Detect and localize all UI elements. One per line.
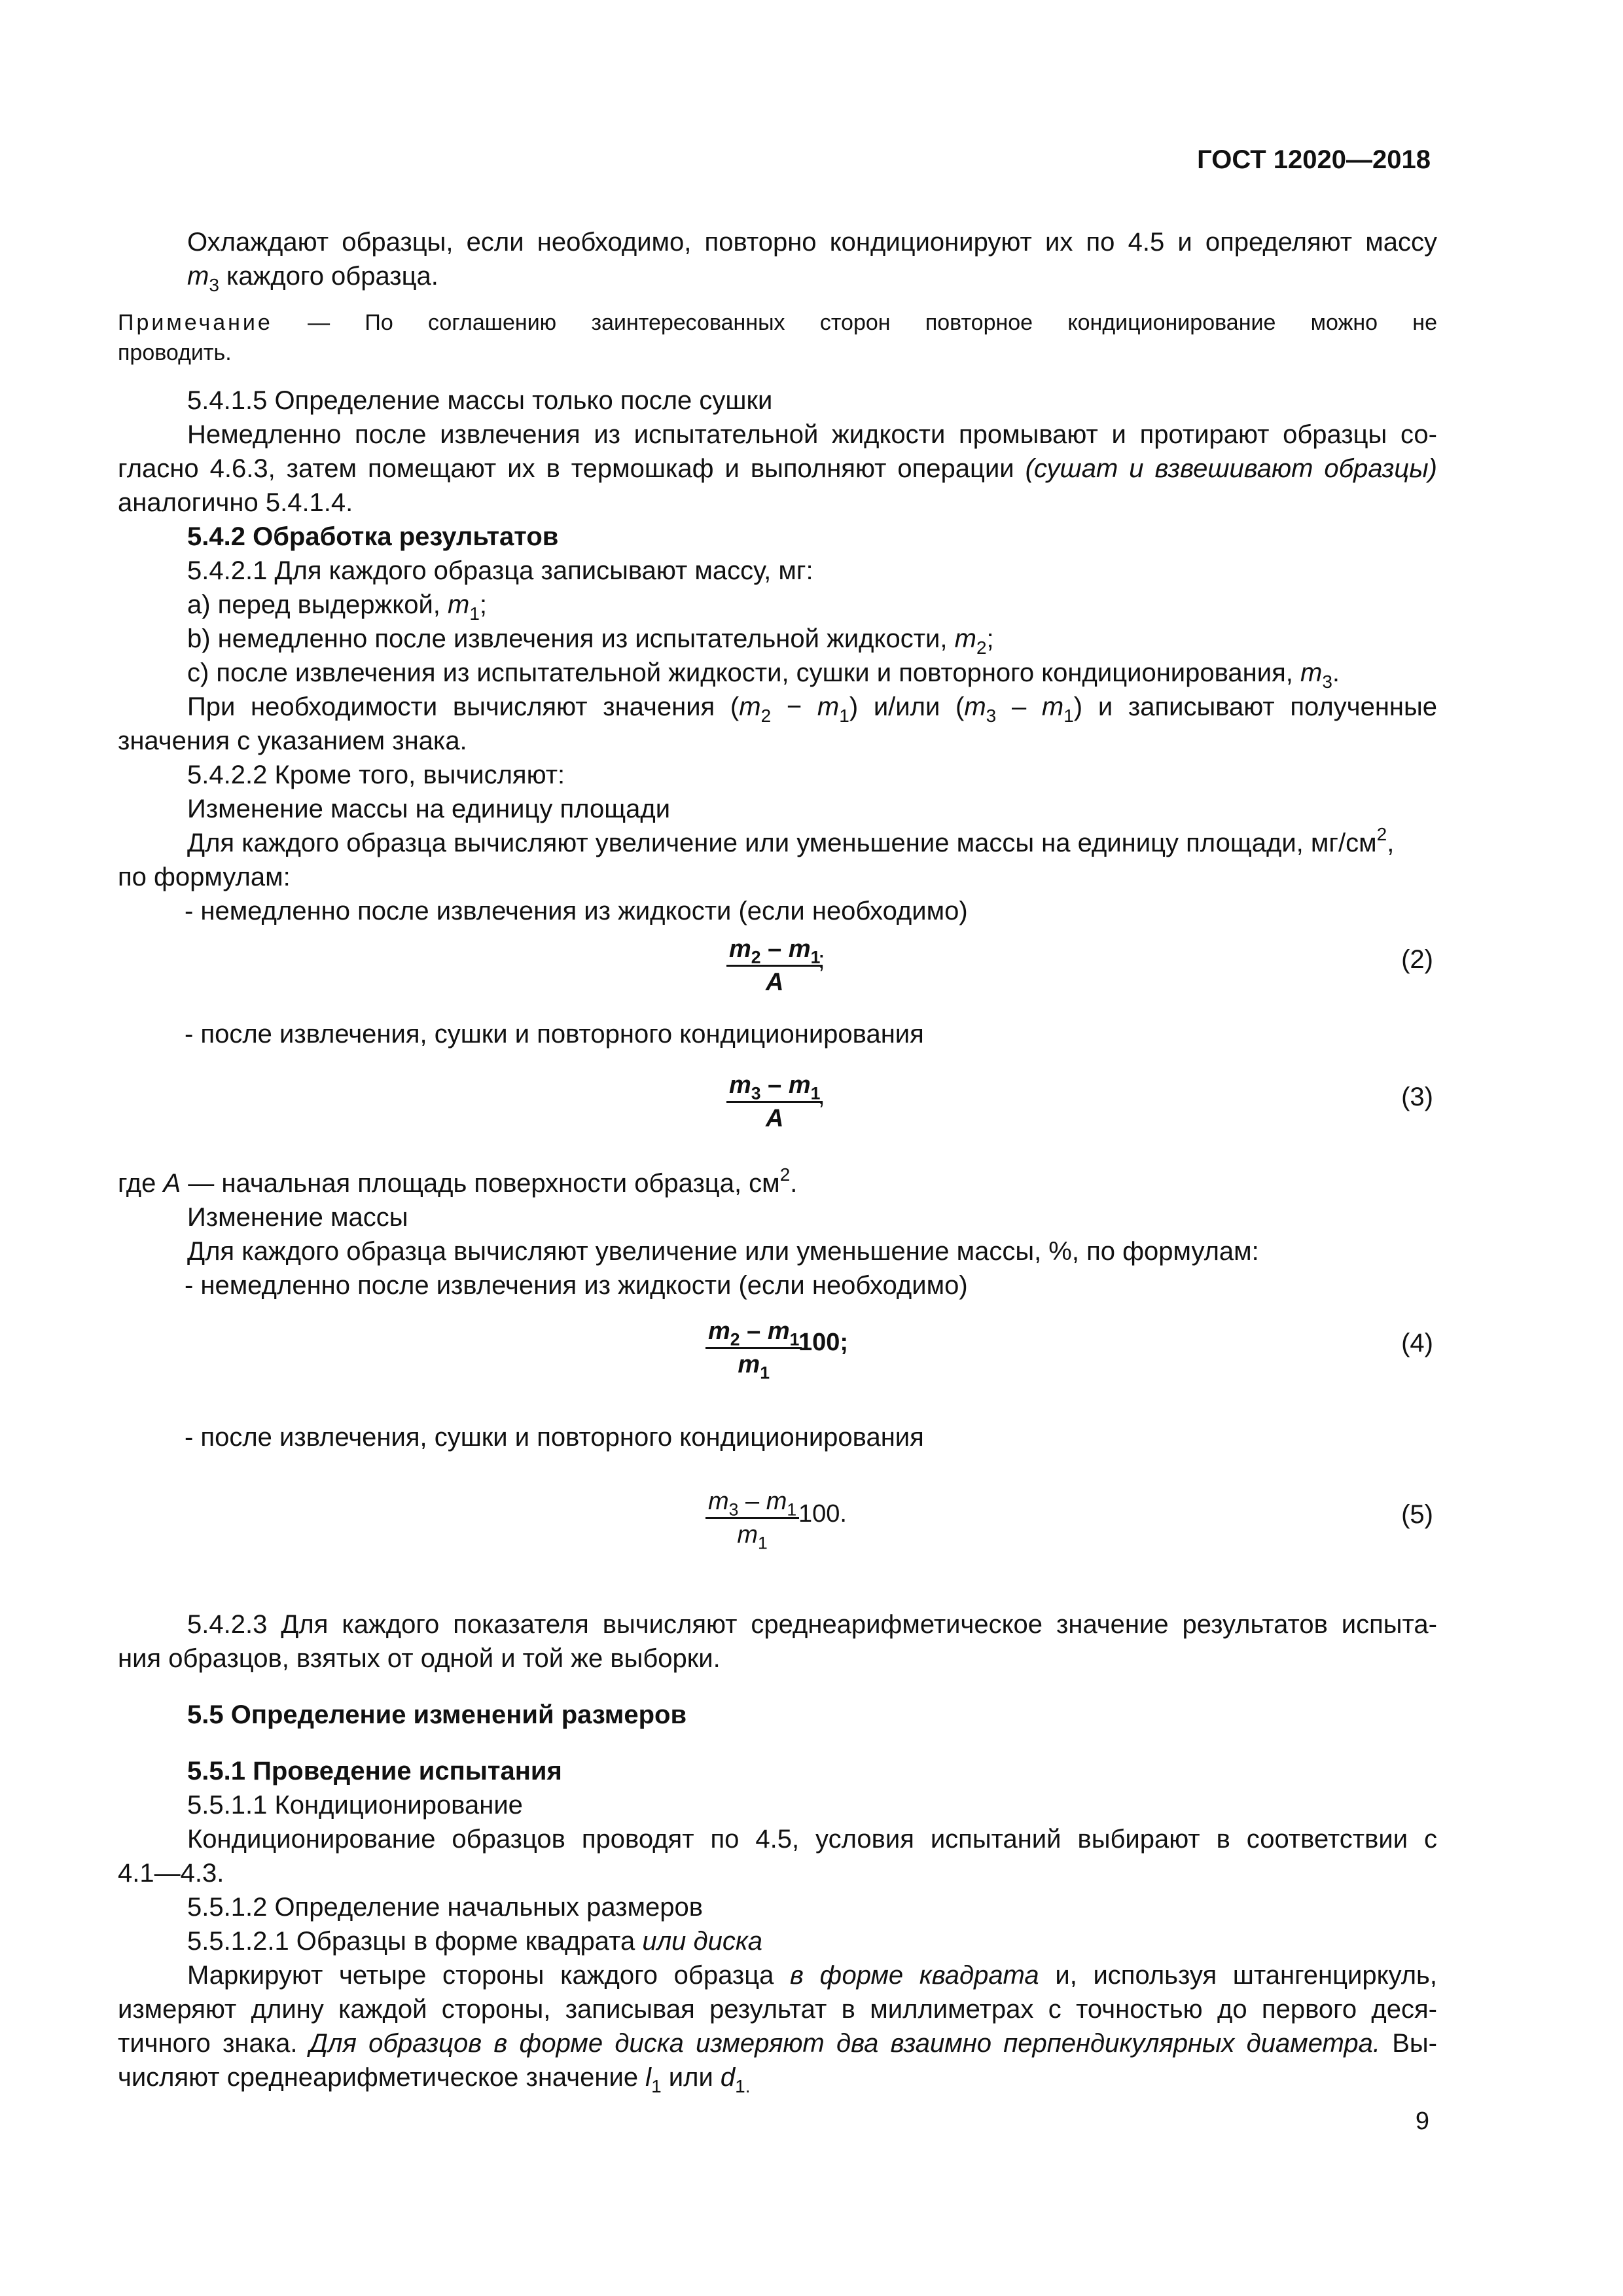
- variable: l: [645, 2063, 652, 2092]
- subscript: 2: [760, 705, 772, 726]
- paragraph-line: 5.4.2.2 Кроме того, вычисляют:: [187, 761, 565, 789]
- subscript: 3: [728, 1499, 739, 1520]
- paragraph-line: значения с указанием знака.: [118, 726, 467, 755]
- paragraph-line: Немедленно после извлечения из испытательной жидкости промывают и протирают образцы со-: [187, 420, 1437, 449]
- variable: m: [187, 262, 209, 291]
- text: .: [790, 1169, 798, 1198]
- list-item-b: [187, 622, 1437, 656]
- subscript: 3: [751, 1083, 761, 1103]
- paragraph-line: [187, 690, 1437, 724]
- text: a) перед выдержкой,: [187, 590, 448, 619]
- equation-number: (3): [1401, 1083, 1433, 1111]
- text: ) и/или (: [849, 692, 965, 721]
- dash-item: - после извлечения, сушки и повторного кондиционирования: [185, 1423, 924, 1452]
- text: ;: [986, 624, 994, 653]
- text: ) и записывают полученные: [1073, 692, 1438, 721]
- subscript: 1: [839, 705, 849, 726]
- variable: m: [766, 1488, 787, 1515]
- paragraph-line: 5.5.1.2 Определение начальных размеров: [187, 1893, 704, 1922]
- variable: m: [708, 1488, 729, 1515]
- text: числяют среднеарифметическое значение: [118, 2063, 646, 2092]
- subscript: 1: [1063, 705, 1074, 726]
- text: –: [760, 935, 789, 963]
- formula-5: [705, 1487, 799, 1553]
- paragraph-line: Охлаждают образцы, если необходимо, повторно кондиционируют их по 4.5 и определяют массу: [187, 228, 1437, 257]
- paragraph-line: по формулам:: [118, 863, 291, 891]
- text: –: [740, 1318, 768, 1345]
- subscript: 2: [976, 637, 987, 658]
- variable: m: [817, 692, 840, 721]
- variable: m: [1300, 658, 1323, 687]
- formula-coefficient: 100.: [798, 1500, 847, 1528]
- paragraph-line: [118, 452, 1437, 486]
- dash-item: - немедленно после извлечения из жидкости (если необходимо): [185, 897, 968, 925]
- variable: m: [738, 1351, 760, 1378]
- equation-number: (4): [1401, 1329, 1433, 1357]
- text: Вы-: [1380, 2029, 1438, 2058]
- subscript: 1: [789, 1329, 800, 1350]
- note-label: Примечание: [118, 310, 273, 335]
- paragraph-line: [118, 1166, 1437, 1200]
- denominator: [738, 1349, 770, 1383]
- formula-coefficient: 100;: [798, 1329, 849, 1356]
- paragraph-line: 5.4.2.1 Для каждого образца записывают массу, мг:: [187, 556, 813, 585]
- text: каждого образца.: [219, 262, 438, 291]
- text: –: [760, 1071, 789, 1099]
- denominator: [737, 1519, 768, 1553]
- paragraph-line: Кондиционирование образцов проводят по 4.5, условия испытаний выбирают в соответствии с: [187, 1825, 1437, 1854]
- variable: m: [1041, 692, 1064, 721]
- variable: А: [163, 1169, 181, 1198]
- formula-3: [726, 1071, 823, 1133]
- formula-punct: ,: [818, 1083, 825, 1110]
- numerator: [705, 1487, 799, 1519]
- paragraph-line: [187, 1958, 1437, 1992]
- variable: A: [765, 969, 784, 996]
- subscript: 3: [209, 274, 219, 295]
- variable: m: [788, 1071, 811, 1099]
- subscript: 2: [730, 1329, 740, 1350]
- paragraph-line: [187, 259, 1437, 293]
- dash-item: - немедленно после извлечения из жидкости (если необходимо): [185, 1271, 968, 1300]
- text: 5.5.1.2.1 Образцы в форме квадрата: [187, 1927, 643, 1956]
- italic-text: в форме квадрата: [790, 1961, 1039, 1990]
- denominator: [766, 967, 783, 997]
- text: b) немедленно после извлечения из испытательной жидкости,: [187, 624, 955, 653]
- section-5-4-2-title: 5.4.2 Обработка результатов: [187, 522, 559, 551]
- variable: m: [737, 1521, 758, 1549]
- subscript: 1: [469, 603, 480, 624]
- list-item-a: [187, 588, 1437, 622]
- text: –: [996, 692, 1042, 721]
- equation-number: (5): [1401, 1500, 1433, 1529]
- superscript: 2: [779, 1164, 791, 1185]
- paragraph-line: [118, 2026, 1437, 2060]
- formula-punct: ;: [818, 946, 825, 974]
- note-line: проводить.: [118, 340, 232, 365]
- note-text: — По соглашению заинтересованных сторон повторное кондиционирование можно не: [272, 310, 1437, 335]
- subheading: Изменение массы на единицу площади: [187, 795, 671, 823]
- paragraph-line: [187, 826, 1437, 860]
- variable: m: [964, 692, 986, 721]
- subscript: 3: [1322, 671, 1332, 692]
- text: и, используя штангенциркуль,: [1039, 1961, 1437, 1990]
- paragraph-line: измеряют длину каждой стороны, записывая результат в миллиметрах с точностью до первого деся-: [118, 1995, 1437, 2024]
- text: — начальная площадь поверхности образца, см: [181, 1169, 780, 1198]
- section-5-5-title: 5.5 Определение изменений размеров: [187, 1700, 687, 1729]
- formula-2: [726, 935, 823, 997]
- text: где: [118, 1169, 164, 1198]
- subscript: 1: [651, 2075, 662, 2096]
- italic-text: или диска: [642, 1927, 762, 1956]
- text: гласно 4.6.3, затем помещают их в термошкаф и выполняют операции: [118, 454, 1026, 483]
- variable: m: [708, 1318, 730, 1345]
- variable: m: [788, 935, 811, 963]
- paragraph-line: Для каждого образца вычисляют увеличение или уменьшение массы, %, по формулам:: [187, 1237, 1259, 1266]
- text: –: [738, 1488, 766, 1515]
- paragraph-line: 5.5.1.1 Кондиционирование: [187, 1791, 523, 1820]
- variable: A: [765, 1105, 784, 1132]
- paragraph-line: [187, 1924, 1437, 1958]
- subscript: 1: [758, 1533, 768, 1553]
- variable: m: [954, 624, 976, 653]
- section-5-5-1-title: 5.5.1 Проведение испытания: [187, 1757, 562, 1785]
- text: или: [661, 2063, 721, 2092]
- numerator: [726, 935, 823, 967]
- denominator: [766, 1103, 783, 1133]
- note-line: [118, 308, 1437, 338]
- subscript: 1: [810, 1083, 821, 1103]
- text: c) после извлечения из испытательной жидкости, сушки и повторного кондиционирования,: [187, 658, 1300, 687]
- page-number: 9: [1415, 2108, 1429, 2135]
- italic-text: Для образцов в форме диска измеряют два взаимно перпендикулярных диаметра.: [309, 2029, 1380, 2058]
- subscript: 1.: [735, 2075, 751, 2096]
- variable: m: [729, 1071, 751, 1099]
- variable: m: [739, 692, 761, 721]
- numerator: [705, 1317, 802, 1349]
- text: −: [771, 692, 817, 721]
- subscript: 3: [986, 705, 997, 726]
- subscript: 1: [810, 947, 821, 967]
- text: Для каждого образца вычисляют увеличение или уменьшение массы на единицу площади, мг/см: [187, 829, 1377, 857]
- paragraph-line: аналогично 5.4.1.4.: [118, 488, 353, 517]
- subscript: 1: [760, 1363, 770, 1383]
- variable: d: [720, 2063, 736, 2092]
- dash-item: - после извлечения, сушки и повторного кондиционирования: [185, 1020, 924, 1049]
- text: .: [1332, 658, 1340, 687]
- text: тичного знака.: [118, 2029, 310, 2058]
- subscript: 2: [751, 947, 761, 967]
- text: Маркируют четыре стороны каждого образца: [187, 1961, 791, 1990]
- list-item-c: [187, 656, 1437, 690]
- superscript: 2: [1376, 824, 1387, 845]
- equation-number: (2): [1401, 945, 1433, 974]
- standard-header: ГОСТ 12020—2018: [1197, 145, 1431, 174]
- text: ;: [479, 590, 488, 619]
- paragraph-line: 4.1—4.3.: [118, 1859, 224, 1888]
- variable: m: [767, 1318, 790, 1345]
- numerator: [726, 1071, 823, 1103]
- paragraph-line: ния образцов, взятых от одной и той же выборки.: [118, 1644, 721, 1673]
- paragraph-line: [118, 2060, 1437, 2094]
- text: При необходимости вычисляют значения (: [187, 692, 740, 721]
- italic-text: (сушат и взвешивают образцы): [1025, 454, 1438, 483]
- subscript: 1: [787, 1499, 797, 1520]
- paragraph-line: 5.4.2.3 Для каждого показателя вычисляют среднеарифметическое значение результатов испыта-: [187, 1610, 1437, 1639]
- variable: m: [729, 935, 751, 963]
- text: ,: [1387, 829, 1395, 857]
- section-5-4-1-5-title: 5.4.1.5 Определение массы только после сушки: [187, 386, 773, 415]
- formula-4: [705, 1317, 802, 1383]
- variable: m: [448, 590, 470, 619]
- subheading: Изменение массы: [187, 1203, 408, 1232]
